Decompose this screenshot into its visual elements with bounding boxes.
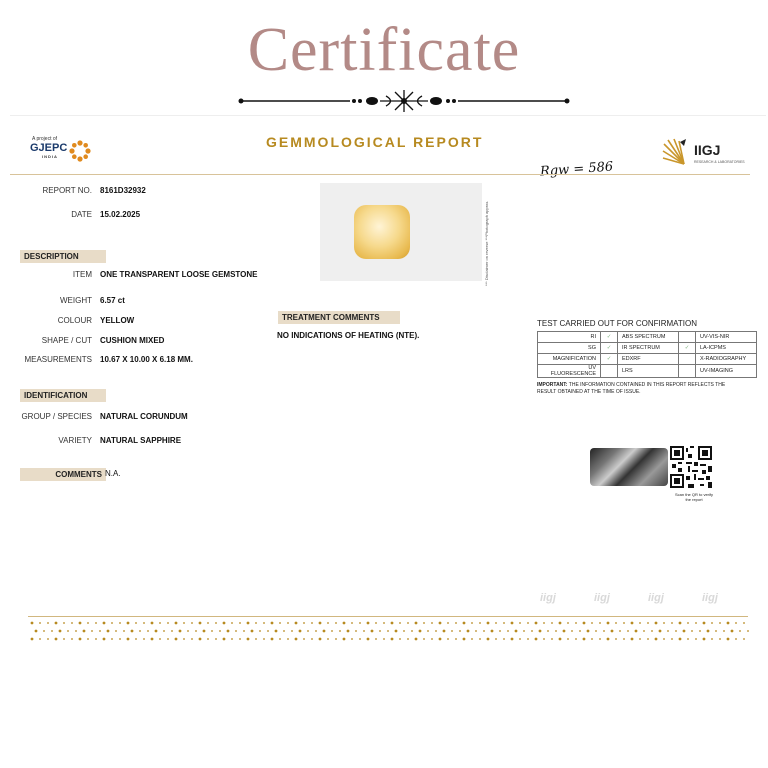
qr-code-icon[interactable] [670,446,712,488]
iigj-subtitle: RESEARCH & LABORATORIES [694,160,745,164]
gjepc-logo [30,142,67,159]
gjepc-project-label: A project of [32,136,58,142]
gemstone-photo [320,183,482,281]
test-name: EDXRF [618,354,679,365]
group-label: GROUP / SPECIES [21,412,92,421]
variety-value: NATURAL SAPPHIRE [100,436,182,445]
test-name: LRS [618,365,679,378]
tests-title: TEST CARRIED OUT FOR CONFIRMATION [537,319,698,328]
report-no-label: REPORT NO. [42,186,92,195]
header-divider [10,174,750,175]
test-name: ABS SPECTRUM [618,332,679,343]
ornament-divider [238,88,570,114]
test-name: UV-IMAGING [696,365,757,378]
item-value: ONE TRANSPARENT LOOSE GEMSTONE [100,270,258,279]
watermark-logo: iigj [702,592,718,604]
important-note [537,382,737,396]
report-title: GEMMOLOGICAL REPORT [266,134,484,150]
check-icon: ✓ [601,354,618,365]
check-icon [679,332,696,343]
important-label: IMPORTANT: [537,382,568,388]
treatment-heading: TREATMENT COMMENTS [278,311,400,324]
qr-caption: Scan the QR to verify the report [674,492,713,502]
description-heading: DESCRIPTION [20,250,106,263]
comments-heading: COMMENTS [20,468,106,481]
gemmological-report [10,115,766,656]
check-icon [601,365,618,378]
test-name: RI [538,332,601,343]
shape-label: SHAPE / CUT [41,336,92,345]
group-value: NATURAL CORUNDUM [100,412,188,421]
test-name: MAGNIFICATION [538,354,601,365]
report-no-value: 8161D32932 [100,186,146,195]
identification-heading: IDENTIFICATION [20,389,106,402]
colour-label: COLOUR [57,316,92,325]
footer-divider [28,616,748,617]
date-label: DATE [71,210,92,219]
test-name: UV-VIS-NIR [696,332,757,343]
watermark-logo: iigj [540,592,556,604]
colour-value: YELLOW [100,316,135,325]
watermark-logo: iigj [594,592,610,604]
gjepc-flower-icon [68,139,92,163]
test-name: UV FLUORESCENCE [538,365,601,378]
table-row [538,332,757,343]
table-row [538,365,757,378]
decorative-border [28,619,750,645]
weight-label: WEIGHT [60,296,92,305]
check-icon [679,365,696,378]
gjepc-sub: INDIA [42,154,58,159]
table-row [538,354,757,365]
measurements-value: 10.67 X 10.00 X 6.18 MM. [100,355,193,364]
iigj-logo-text: IIGJ [694,142,721,158]
variety-label: VARIETY [58,436,92,445]
test-name: IR SPECTRUM [618,343,679,354]
weight-value: 6.57 ct [100,296,125,305]
iigj-sunburst-icon [662,138,694,168]
hologram-seal [590,448,668,486]
test-name: X-RADIOGRAPHY [696,354,757,365]
comments-value: N.A. [105,469,121,478]
shape-value: CUSHION MIXED [100,336,165,345]
check-icon: ✓ [601,332,618,343]
check-icon: ✓ [601,343,618,354]
photo-disclaimer: *** Disclaimer on reverse ***Photograph approx. [484,200,489,286]
watermark-logo: iigj [648,592,664,604]
gemstone-image [354,205,410,259]
table-row [538,343,757,354]
tests-table [537,331,757,378]
test-name: SG [538,343,601,354]
check-icon: ✓ [679,343,696,354]
important-text: THE INFORMATION CONTAINED IN THIS REPORT REFLECTS THE RESULT OBTAINED AT THE TIME OF ISSUE. [537,382,726,395]
test-name: LA-ICPMS [696,343,757,354]
certificate-heading: Certificate [247,16,521,84]
check-icon [679,354,696,365]
date-value: 15.02.2025 [100,210,141,219]
measurements-label: MEASUREMENTS [24,355,92,364]
treatment-value: NO INDICATIONS OF HEATING (NTE). [277,331,420,340]
item-label: ITEM [72,270,92,279]
handwritten-note: Rgw = 586 [539,159,614,180]
gjepc-name: GJEPC [30,142,68,154]
